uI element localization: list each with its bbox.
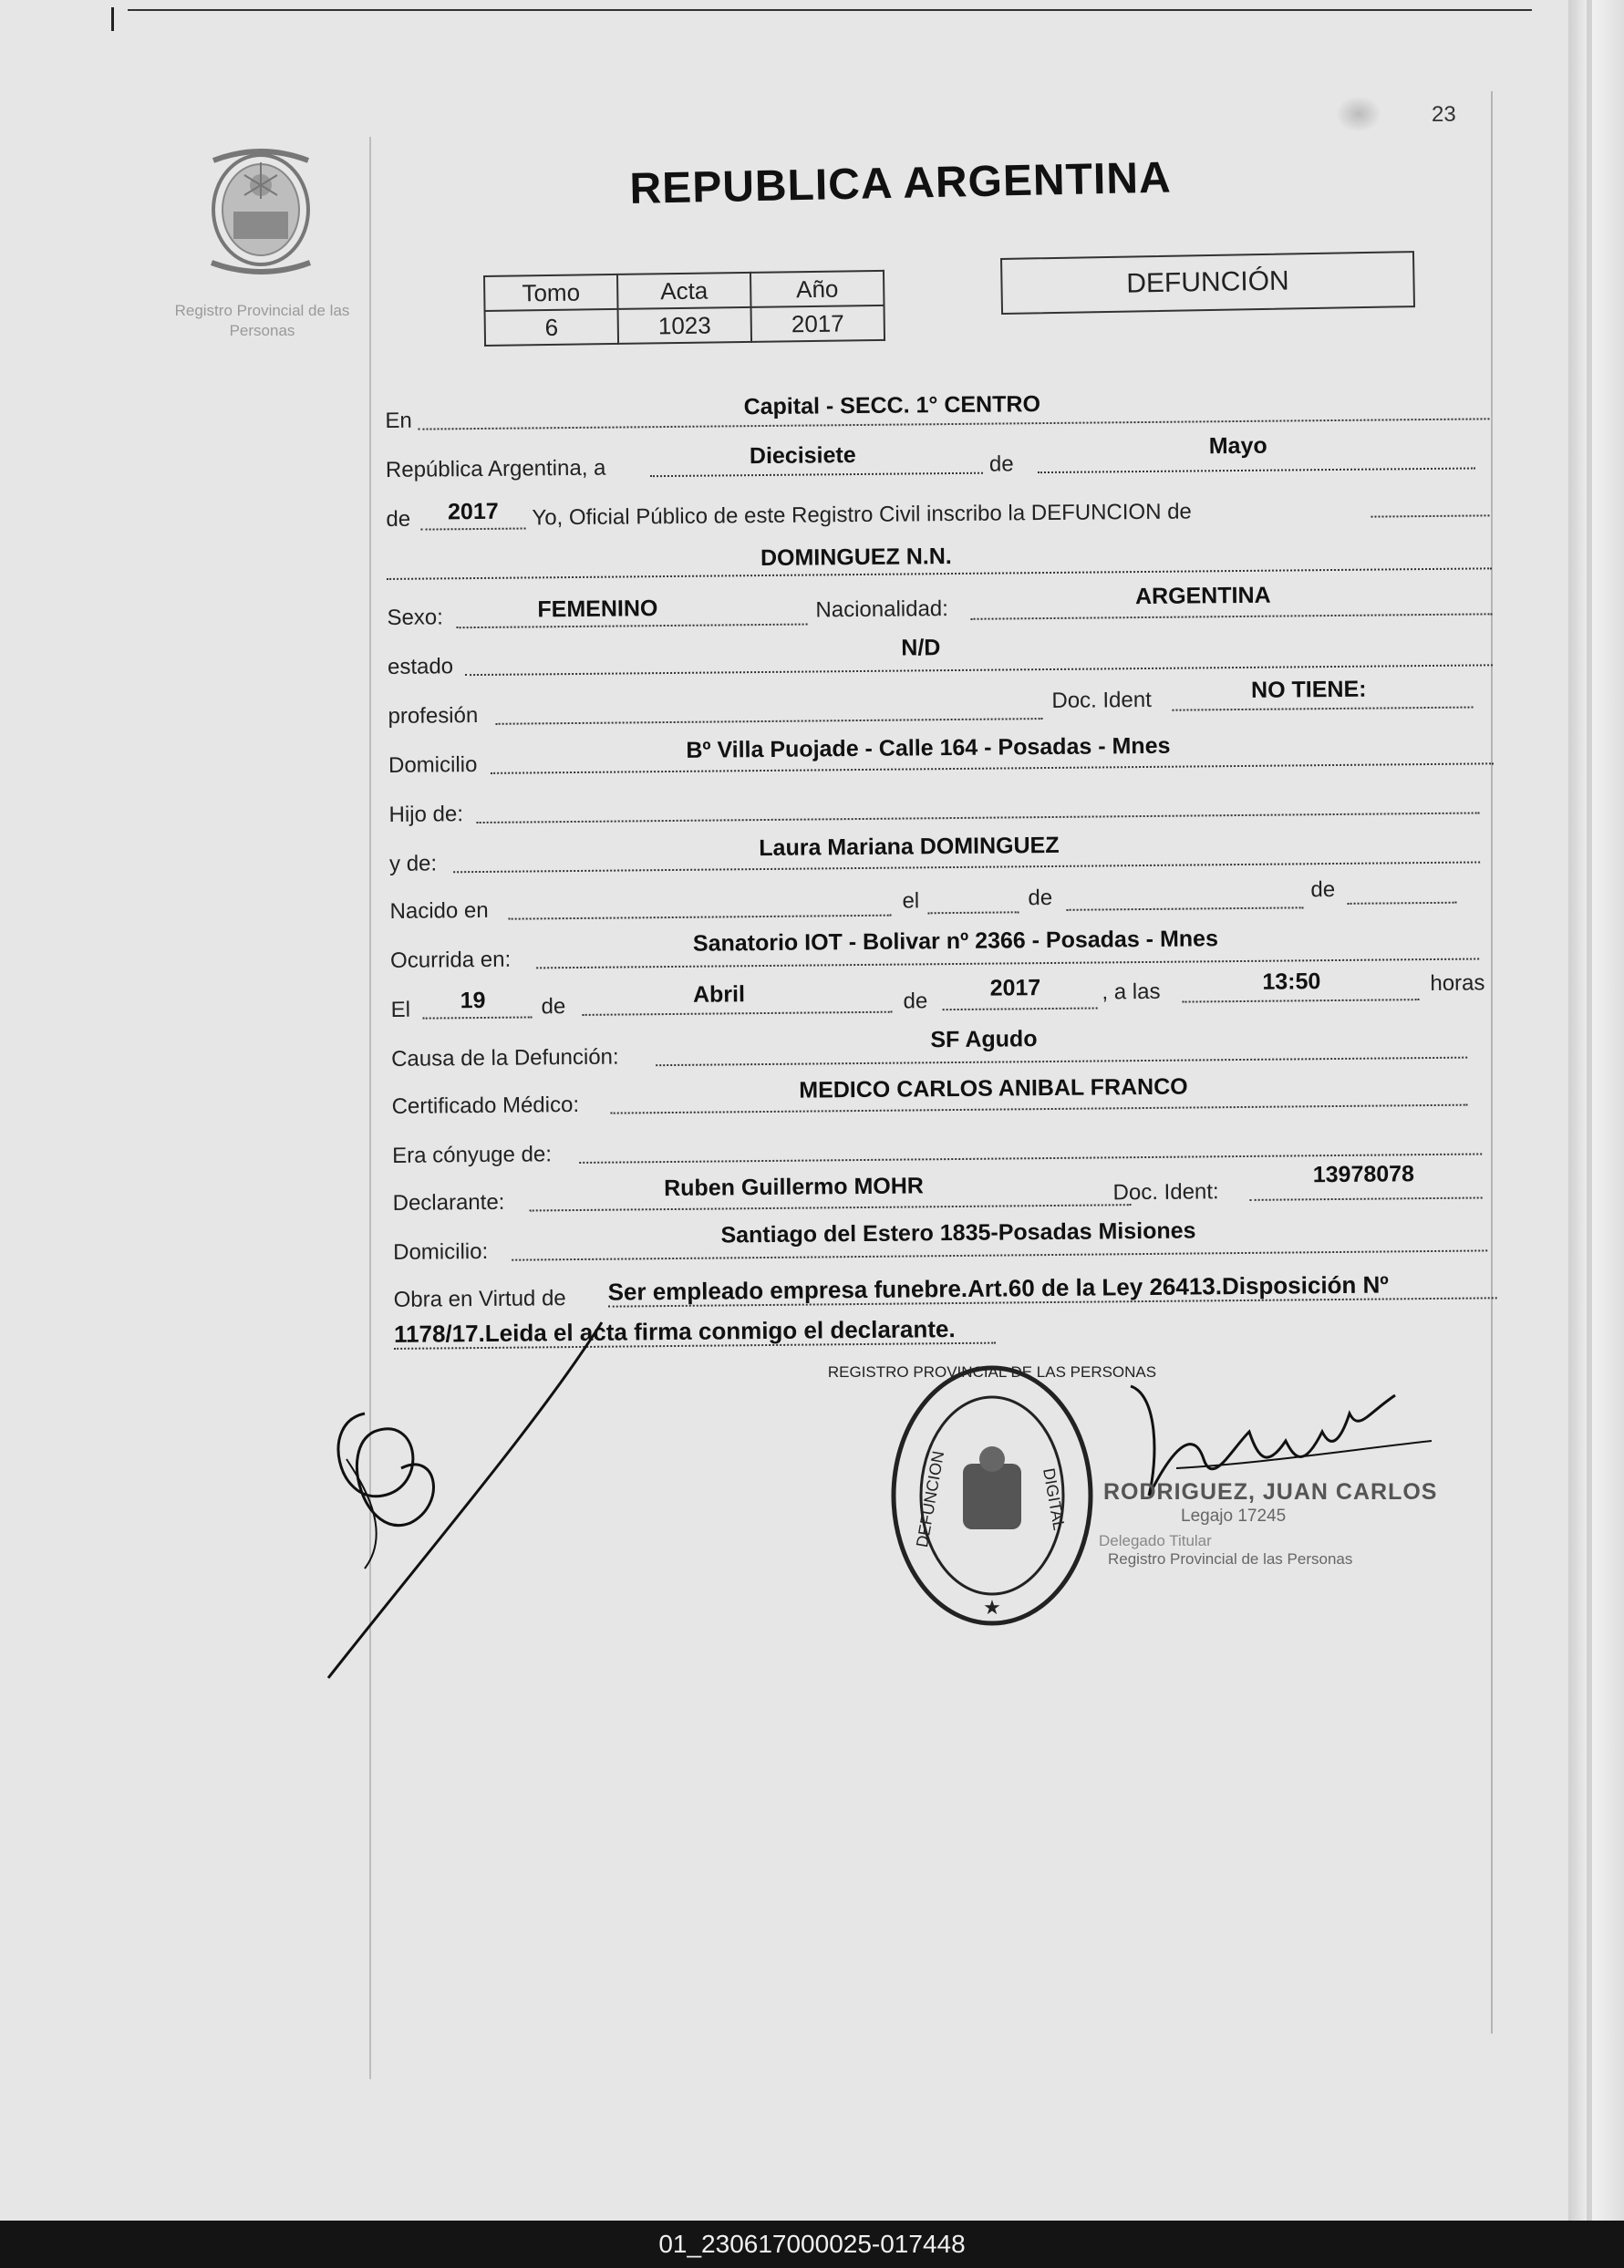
dotted-line <box>465 664 1493 676</box>
dotted-line <box>943 1008 1098 1011</box>
dotted-line <box>1348 902 1457 905</box>
provincial-crest-icon <box>193 144 328 281</box>
left-margin-line <box>369 137 371 2079</box>
label-el: El <box>390 997 411 1022</box>
label-declarante: Declarante: <box>392 1189 505 1216</box>
inscription-text: Yo, Oficial Público de este Registro Civil inscribo la DEFUNCION de <box>532 499 1192 531</box>
officer-role: Delegado Titular <box>1099 1532 1212 1549</box>
header-tomo: Tomo <box>484 274 618 311</box>
label-de: de <box>541 994 566 1020</box>
seal-inner-left: DEFUNCION <box>912 1449 948 1549</box>
mother-value: Laura Mariana DOMINGUEZ <box>759 832 1060 862</box>
label-el: el <box>902 888 920 914</box>
label-republica: República Argentina, a <box>385 455 606 482</box>
doc-value: NO TIENE: <box>1250 676 1367 703</box>
label-doc-ident: Doc. Ident <box>1051 687 1152 713</box>
address-value: Bº Villa Puojade - Calle 164 - Posadas - Mnes <box>686 732 1171 763</box>
label-domicilio: Domicilio <box>388 752 478 778</box>
death-month-value: Abril <box>692 981 746 1008</box>
seal-ring-text: REGISTRO PROVINCIAL DE LAS PERSONAS <box>827 1363 1157 1381</box>
label-nacionalidad: Nacionalidad: <box>815 596 949 623</box>
dotted-line <box>477 812 1480 823</box>
dotted-line <box>1067 906 1304 910</box>
registry-caption: Registro Provincial de las Personas <box>174 302 350 339</box>
certificate-value: MEDICO CARLOS ANIBAL FRANCO <box>799 1073 1188 1103</box>
header-anio: Año <box>750 271 884 307</box>
year-value: 2017 <box>447 498 499 525</box>
footer-filename: 01_230617000025-017448 <box>0 2221 1624 2268</box>
label-ocurrida-en: Ocurrida en: <box>389 947 512 973</box>
label-causa: Causa de la Defunción: <box>391 1044 619 1072</box>
dotted-line <box>928 911 1019 914</box>
dotted-line <box>509 915 892 920</box>
label-de: de <box>1028 885 1053 911</box>
label-certificado: Certificado Médico: <box>391 1092 580 1119</box>
legal-basis-value-line1: Ser empleado empresa funebre.Art.60 de la Ley 26413.Disposición Nº <box>607 1270 1389 1306</box>
label-en: En <box>385 408 412 433</box>
declarant-doc-value: 13978078 <box>1312 1161 1415 1188</box>
dotted-line <box>1038 468 1475 474</box>
label-sexo: Sexo: <box>387 605 444 630</box>
label-profesion: profesión <box>388 703 479 729</box>
declarant-value: Ruben Guillermo MOHR <box>664 1173 925 1202</box>
officer-office: Registro Provincial de las Personas <box>1108 1550 1353 1568</box>
dotted-line <box>1371 514 1489 517</box>
dotted-line <box>971 613 1493 619</box>
occurred-at-value: Sanatorio IOT - Bolivar nº 2366 - Posadas - Mnes <box>692 926 1219 957</box>
label-obra: Obra en Virtud de <box>393 1286 566 1312</box>
label-horas: horas <box>1430 970 1485 997</box>
value-anio: 2017 <box>751 306 885 342</box>
dotted-line <box>423 1016 533 1019</box>
dotted-line <box>1250 1196 1483 1200</box>
death-record-form <box>381 0 1502 1368</box>
dotted-line <box>583 1011 893 1016</box>
label-hijo-de: Hijo de: <box>388 802 464 827</box>
nationality-value: ARGENTINA <box>1134 582 1271 610</box>
seal-star-icon: ★ <box>983 1596 1001 1619</box>
deceased-name-value: DOMINGUEZ N.N. <box>760 544 952 572</box>
day-value: Diecisiete <box>749 442 856 470</box>
month-value: Mayo <box>1208 432 1267 460</box>
label-de: de <box>1310 877 1336 903</box>
officer-legajo: Legajo 17245 <box>1181 1507 1287 1526</box>
act-type-box: DEFUNCIÓN <box>1000 251 1415 315</box>
label-nacido-en: Nacido en <box>389 897 489 924</box>
declarant-signature <box>310 1313 638 1696</box>
officer-name: RODRIGUEZ, JUAN CARLOS <box>1103 1479 1438 1505</box>
place-value: Capital - SECC. 1° CENTRO <box>743 391 1041 420</box>
value-acta: 1023 <box>618 307 752 344</box>
document-title: REPUBLICA ARGENTINA <box>629 153 1173 213</box>
page-edge <box>1568 0 1624 2221</box>
label-de: de <box>386 506 411 532</box>
value-tomo: 6 <box>485 309 619 346</box>
dotted-line <box>530 1204 1132 1211</box>
dotted-line <box>496 718 1043 725</box>
label-decl-doc: Doc. Ident: <box>1112 1179 1219 1206</box>
dotted-line <box>421 528 526 531</box>
dotted-line <box>650 472 983 478</box>
top-tick-mark <box>111 7 114 31</box>
death-year-value: 2017 <box>989 975 1041 1001</box>
dotted-line <box>536 958 1479 968</box>
page-edge-shadow <box>1587 0 1592 2221</box>
death-day-value: 19 <box>460 987 486 1014</box>
legal-basis-value-line2: 1178/17.Leida el acta firma conmigo el declarante. <box>393 1315 956 1348</box>
label-estado: estado <box>387 654 454 679</box>
dotted-line <box>1173 707 1474 711</box>
label-conyuge: Era cónyuge de: <box>392 1142 553 1168</box>
dotted-line <box>512 1249 1487 1260</box>
header-acta: Acta <box>617 273 751 309</box>
dotted-line <box>656 1057 1467 1067</box>
death-time-value: 13:50 <box>1262 968 1321 995</box>
dotted-line <box>1183 999 1420 1002</box>
label-decl-domicilio: Domicilio: <box>393 1238 489 1265</box>
dotted-line <box>611 1104 1468 1114</box>
label-y-de: y de: <box>388 851 438 876</box>
cause-value: SF Agudo <box>930 1026 1038 1053</box>
declarant-address-value: Santiago del Estero 1835-Posadas Misiones <box>720 1217 1196 1248</box>
label-a-las: , a las <box>1102 979 1161 1005</box>
marital-status-value: N/D <box>901 635 941 661</box>
dotted-line <box>457 624 808 629</box>
sex-value: FEMENINO <box>537 595 658 623</box>
label-de: de <box>988 451 1014 477</box>
page-number: 23 <box>1432 102 1456 127</box>
label-de: de <box>903 989 928 1014</box>
seal-inner-right: DIGITAL <box>1040 1466 1069 1532</box>
